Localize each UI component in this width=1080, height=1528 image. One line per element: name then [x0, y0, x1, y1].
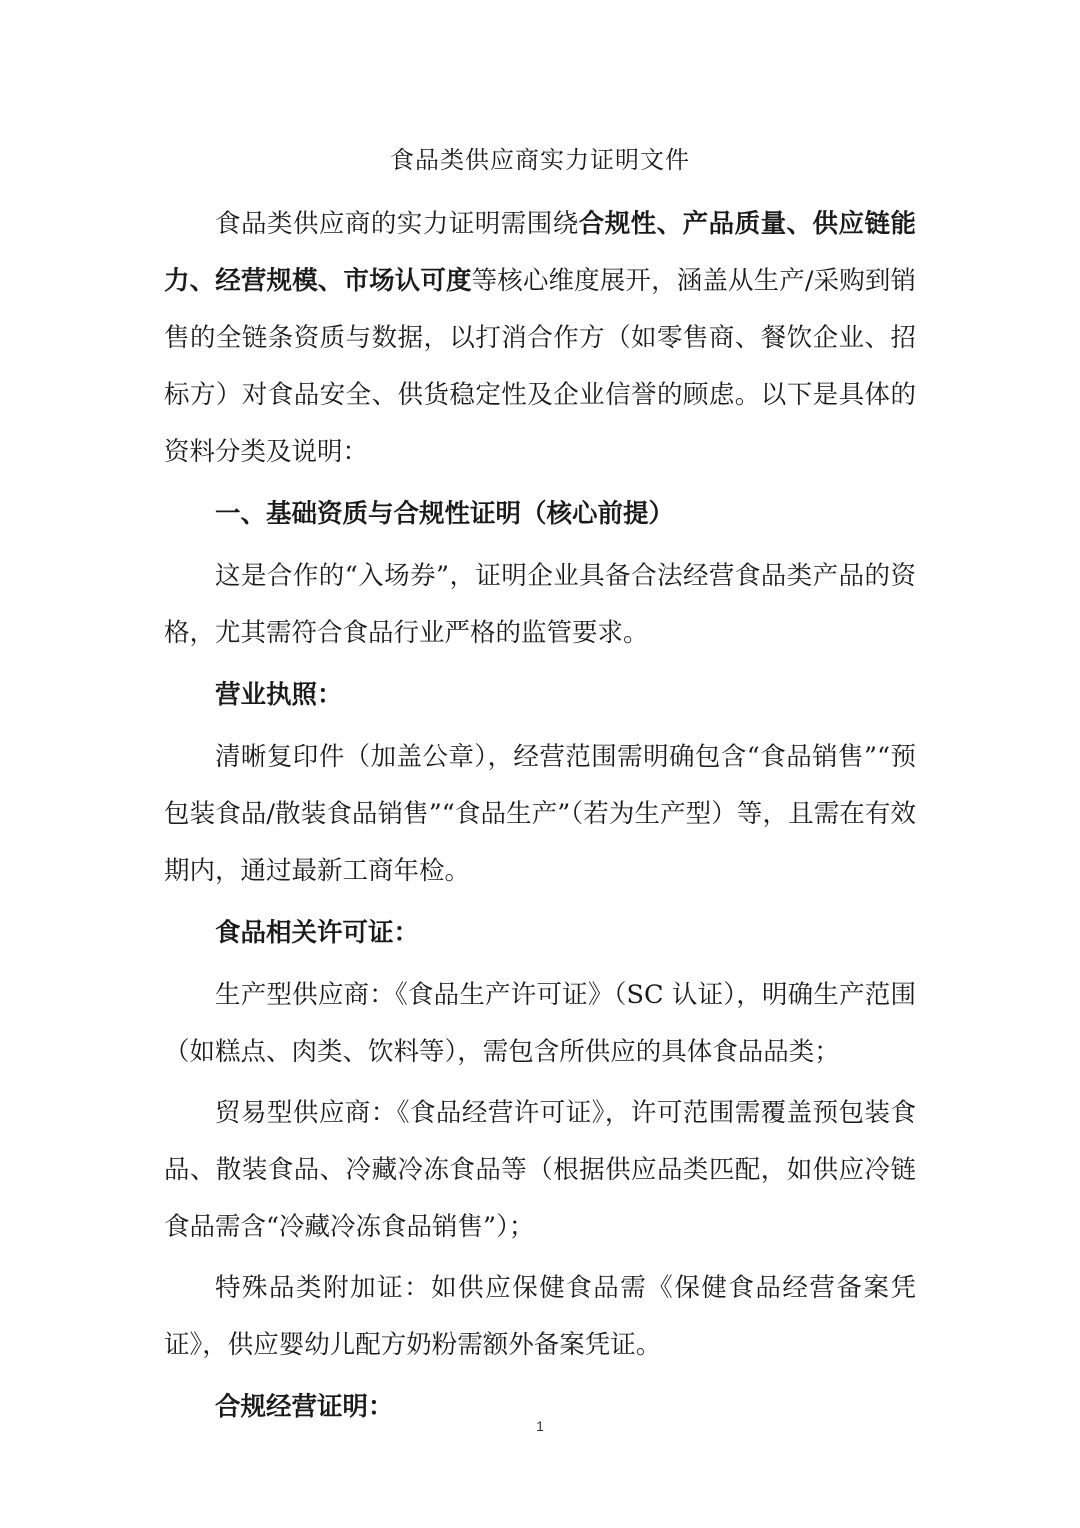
intro-text-part1: 食品类供应商的实力证明需围绕 [215, 209, 579, 239]
document-title: 食品类供应商实力证明文件 [390, 146, 690, 174]
compliance-heading: 合规经营证明： [215, 1392, 394, 1422]
permit-production-text: 生产型供应商：《食品生产许可证》（SC 认证），明确生产范围（如糕点、肉类、饮料等），需包含所供应的具体食品品类； [164, 980, 916, 1067]
document-body [164, 196, 916, 1436]
intro-key-dimensions: 合规性、产品质量、供应链能力、经营规模、市场认可度 [164, 209, 916, 296]
section1-intro: 这是合作的“入场券”，证明企业具备合法经营食品类产品的资格，尤其需符合食品行业严格的监管要求。 [164, 561, 916, 648]
section1-heading: 一、基础资质与合规性证明（核心前提） [215, 499, 675, 529]
permit-special-text: 特殊品类附加证：如供应保健食品需《保健食品经营备案凭证》，供应婴幼儿配方奶粉需额外备案凭证。 [164, 1273, 916, 1360]
permit-trade-text: 贸易型供应商：《食品经营许可证》，许可范围需覆盖预包装食品、散装食品、冷藏冷冻食品等（根据供应品类匹配，如供应冷链食品需含“冷藏冷冻食品销售”）； [164, 1098, 916, 1242]
page-number: 1 [536, 1418, 544, 1434]
license-text: 清晰复印件（加盖公章），经营范围需明确包含“食品销售”“预包装食品/散装食品销售”“食品生产”（若为生产型）等，且需在有效期内，通过最新工商年检。 [164, 742, 916, 886]
license-heading: 营业执照： [215, 680, 343, 710]
intro-text-part2: 等核心维度展开，涵盖从生产/采购到销售的全链条资质与数据，以打消合作方（如零售商、餐饮企业、招标方）对食品安全、供货稳定性及企业信誉的顾虑。以下是具体的资料分类及说明： [164, 266, 916, 467]
intro-paragraph [164, 196, 916, 481]
permit-heading: 食品相关许可证： [215, 918, 420, 948]
